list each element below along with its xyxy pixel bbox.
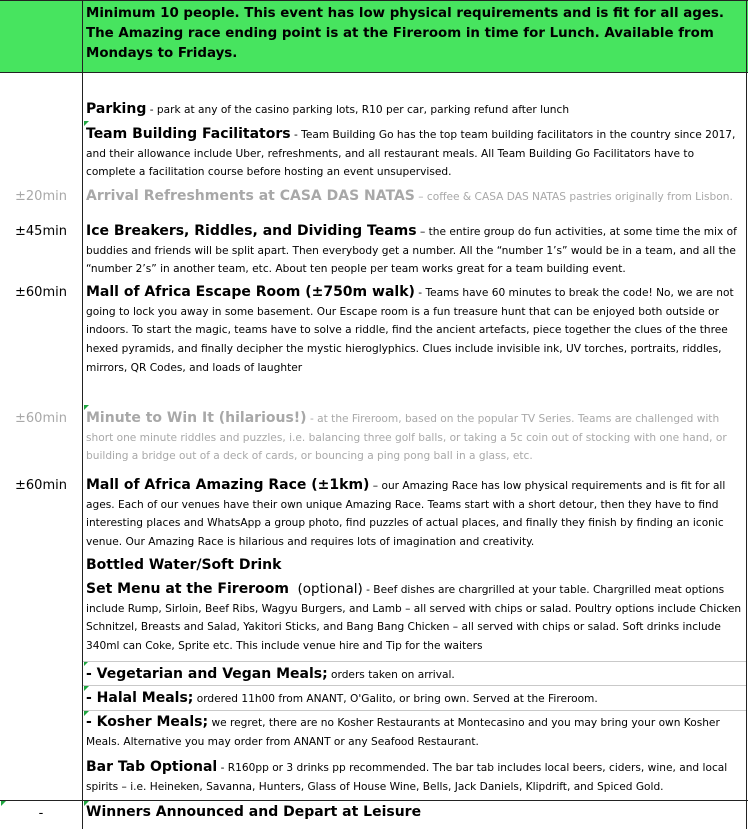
item-desc: we regret, there are no Kosher Restaurants at Montecasino and you may bring your own Kosher Meals. Alternative you may order from ANANT or any Seafood Restaurant. [86,717,720,748]
item-escape-room [86,283,742,378]
header-left-cell [0,1,82,73]
item-winners [86,803,742,823]
item-halal [86,689,742,709]
item-title-note: (optional) [288,581,363,597]
item-desc: - Teams have 60 minutes to break the code! No, we are not going to lock you away in some basement. Our Escape room is a fun treasure hunt that can be enjoyed both outside or indoors. To start the magic, teams have to solve a riddle, find the ancient artefacts, piece together the clues of the three hexed pyramids, and finally decipher the mystic hieroglyphics. Clues include invisible ink, UV torches, portraits, riddles, mirrors, QR Codes, and loads of laughter [86,287,734,374]
item-title: Minute to Win It (hilarious!) [86,410,307,426]
item-bar-tab [86,758,742,796]
item-title: - Halal Meals; [86,690,194,706]
item-minute-to-win-it [86,409,742,466]
item-desc: – the entire group do fun activities, at some time the mix of buddies and friends will be split apart. Then everybody get a number. All the “number 1’s” would be in a team, and all the “number 2’s” in another team, etc. About ten people per team works great for a team building event. [86,226,737,276]
item-facilitators [86,125,742,182]
item-title: Team Building Facilitators [86,126,291,142]
item-parking [86,100,742,120]
item-desc: – coffee & CASA DAS NATAS pastries originally from Lisbon. [414,191,733,203]
header-right-cell [82,1,748,73]
item-time: - [38,806,44,821]
item-title: - Vegetarian and Vegan Meals; [86,666,328,682]
item-set-menu [86,580,742,656]
header-text: Minimum 10 people. This event has low physical requirements and is fit for all ages. The Amazing race ending point is at the Fireroom in time for Lunch. Available from Mondays to Fridays. [86,6,724,61]
item-desc: ordered 11h00 from ANANT, O'Galito, or bring own. Served at the Fireroom. [193,693,598,705]
item-desc: orders taken on arrival. [327,669,455,681]
right-border [746,0,747,829]
item-time: ±60min [15,411,67,426]
item-desc: - at the Fireroom, based on the popular TV Series. Teams are challenged with short one minute riddles and puzzles, i.e. balancing three golf balls, or taking a 5c coin out of stocking with one hand, or building a bridge out of a deck of cards, or bouncing a ping pong ball in a glass, etc. [86,413,727,463]
item-bottled-water [86,556,742,576]
header-divider [0,72,748,73]
item-time: ±60min [15,285,67,300]
item-title: Ice Breakers, Riddles, and Dividing Teams [86,223,417,239]
item-vegetarian [86,665,742,685]
item-desc: – our Amazing Race has low physical requirements and is fit for all ages. Each of our venues have their own unique Amazing Race. Teams start with a short detour, then they have to find interesting places and WhatsApp a group photo, find puzzles of actual places, and finally they finish by finding an iconic venue. Our Amazing Race is hilarious and requires lots of imagination and creativity. [86,480,726,549]
item-title: Bottled Water/Soft Drink [86,557,282,573]
item-title: Arrival Refreshments at CASA DAS NATAS [86,188,415,204]
sub-row-border [83,710,746,711]
item-title: Parking [86,101,147,117]
item-title: Mall of Africa Escape Room (±750m walk) [86,284,415,300]
sub-row-border [83,661,746,662]
item-kosher [86,713,742,751]
column-divider [82,0,83,829]
item-title: - Kosher Meals; [86,714,209,730]
last-row-divider [0,800,748,801]
item-icebreakers [86,222,742,279]
item-amazing-race [86,476,742,552]
header-row [0,0,748,73]
item-desc: - R160pp or 3 drinks pp recommended. The bar tab includes local beers, ciders, wine, and local spirits – i.e. Heineken, Savanna, Hunters, Glass of House Wine, Bells, Jack Daniels, Klipdrift, and Spiced Gold. [86,762,728,793]
item-time: ±20min [15,189,67,204]
item-title: Bar Tab Optional [86,759,218,775]
item-time: ±45min [15,224,67,239]
item-title: Mall of Africa Amazing Race (±1km) [86,477,370,493]
item-desc: - Team Building Go has the top team building facilitators in the country since 2017, and their allowance include Uber, refreshments, and all restaurant meals. All Team Building Go Facilitators have to complete a facilitation course before hosting an event unsupervised. [86,129,736,179]
item-time: ±60min [15,478,67,493]
item-desc: - park at any of the casino parking lots, R10 per car, parking refund after lunch [146,104,570,116]
item-title: Set Menu at the Fireroom [86,581,289,597]
item-desc: - Beef dishes are chargrilled at your table. Chargrilled meat options include Rump, Sirloin, Beef Ribs, Wagyu Burgers, and Lamb – all served with chips or salad. Poultry options include Chicken Schnitzel, Breasts and Salad, Yakitori Sticks, and Bang Bang Chicken – all served with chips or salad. Soft drinks include 340ml can Coke, Sprite etc. This include venue hire and Tip for the waiters [86,584,742,653]
item-arrival [86,187,742,207]
item-title: Winners Announced and Depart at Leisure [86,804,422,820]
sub-row-border [83,685,746,686]
